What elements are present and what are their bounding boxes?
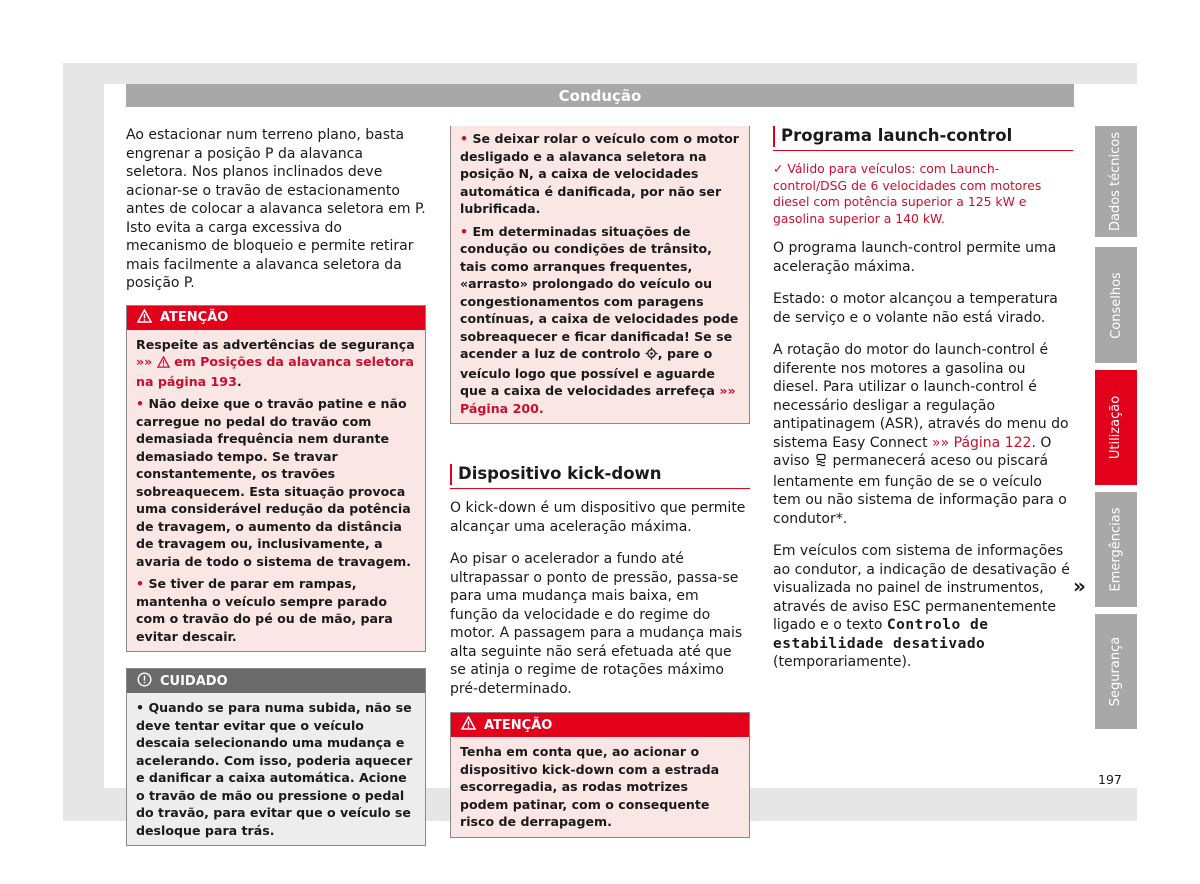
tab-label: Segurança [1108,636,1124,707]
validity-text: Válido para veículos: com Launch-control/DSG de 6 velocidades com motores diesel com potência superior a 125 kW e gasolina superior a 140 kW. [773,161,1042,226]
validity-note: ✓ Válido para veículos: com Launch-control/DSG de 6 velocidades com motores diesel com potência superior a 125 kW e gasolina superior a 140 kW. [773,161,1042,226]
warning-intro: Respeite as advertências de segurança [136,336,415,352]
notice-bullet-1: • Se deixar rolar o veículo com o motor desligado e a alavanca seletora na posição N, a caixa de velocidades automática é danificada, por não ser lubrificada. [460,131,740,216]
column-right [773,126,1073,686]
reference-link-page-193[interactable]: em Posições da alavanca seletora na página 193 [136,354,414,389]
notice-body [451,126,749,423]
launch-paragraph-3a: A rotação do motor do launch-control é diferente nos motores a gasolina ou diesel. Para utilizar o launch-control é necessário desligar a regulação antipatinagem (ASR), através do menu do sistema Easy Connect [773,342,1069,451]
warning-bullet-2: • Se tiver de parar em rampas, mantenha o veículo sempre parado com o travão do pé ou de mão, para evitar descair. [136,576,393,644]
launch-paragraph-3c: permanecerá aceso ou piscará lentamente em função de se o veículo tem ou não sistema de informação para o condutor*. [773,453,1067,527]
launch-paragraph-2: Estado: o motor alcançou a temperatura de serviço e o volante não está virado. [773,291,1058,326]
launch-paragraph-3b: . O aviso [773,434,1052,469]
warning-header-kickdown [451,713,749,737]
tab-label: Dados técnicos [1108,131,1124,232]
notice-box-transmission [450,126,750,424]
reference-link-page-200[interactable]: Página 200. [460,400,544,416]
notice-bullet-2-after: , pare o veículo logo que possível e aguarde que a caixa de velocidades arrefeça [460,346,715,398]
warning-label-kickdown: ATENÇÃO [484,717,553,733]
launch-paragraph-4b: (temporariamente). [773,654,912,670]
tab-dados-tecnicos[interactable] [1095,126,1137,237]
warning-kickdown-text: Tenha em conta que, ao acionar o dispositivo kick-down com a estrada escorregadia, as rodas motrizes podem patinar, com o consequente risco de derrapagem. [460,744,720,829]
display-message-text: Controlo de estabilidade desativado [773,617,989,652]
launch-paragraph-4 [773,542,1073,672]
warning-triangle-small-icon [157,355,170,373]
launch-paragraph-3 [773,341,1073,528]
caution-bullet: • Quando se para numa subida, não se deve tentar evitar que o veículo descaia selecionando uma mudança e acelerando. Com isso, poderia aquecer e danificar a caixa automática. Acione o travão de mão ou pressione o pedal do travão, para evitar que o veículo se desloque para trás. [136,700,413,838]
control-light-gear-icon [645,347,658,365]
kickdown-paragraph-2: Ao pisar o acelerador a fundo até ultrapassar o ponto de pressão, passa-se para uma mudança mais baixa, em função da velocidade e do regime do motor. A passagem para a mudança mais alta seguinte não será efetuada até que se atinja o regime de rotações máximo pré-determinado. [450,551,743,697]
tab-emergencias[interactable] [1095,492,1137,607]
warning-body-kickdown [451,737,749,837]
column-middle [450,126,750,838]
link-arrows-200: »» [719,383,736,398]
parking-paragraph: Ao estacionar num terreno plano, basta engrenar a posição P da alavanca seletora. Nos planos inclinados deve acionar-se o travão de estacionamento antes de colocar a alavanca seletora em P. Isto evita a carga excessiva do mecanismo de bloqueio e permite retirar mais facilmente a alavanca seletora da posição P. [126,127,426,291]
reference-link-page-122[interactable]: Página 122 [953,434,1032,451]
launch-paragraph-4a: Em veículos com sistema de informações ao condutor, a indicação de desativação é visualizada no painel de instrumentos, através de aviso ESC permanentemente ligado e o texto [773,543,1070,633]
notice-bullet-1-text: Se deixar rolar o veículo com o motor desligado e a alavanca seletora na posição N, a caixa de velocidades automática é danificada, por não ser lubrificada. [460,131,740,216]
tab-conselhos[interactable] [1095,247,1137,363]
warning-box-parking [126,305,426,653]
tab-label: Emergências [1108,507,1124,592]
column-left [126,126,426,846]
warning-triangle-icon [461,716,476,734]
warning-header [127,306,425,330]
notice-bullet-2: • Em determinadas situações de condução ou condições de trânsito, tais como arranques frequentes, «arrasto» prolongado do veículo ou congestionamentos com paragens contínuas, a caixa de velocidades pode sobreaquecer e ficar danificada! Se se acender a luz de controlo , pare o veículo logo que possível e aguarde que a caixa de velocidades arrefeça »» Página 200. [460,223,739,416]
tab-utilizacao[interactable] [1095,370,1137,485]
kickdown-paragraph-1: O kick-down é um dispositivo que permite alcançar uma aceleração máxima. [450,500,746,535]
warning-bullet-1: • Não deixe que o travão patine e não carregue no pedal do travão com demasiada frequência nem durante demasiado tempo. Se travar constantemente, os travões sobreaquecem. Esta situação provoca uma considerável redução da potência de travagem, o aumento da distância de travagem ou, inclusivamente, a avaria de todo o sistema de travagem. [136,396,412,569]
caution-label: CUIDADO [160,673,228,689]
tab-label: Utilização [1108,395,1124,460]
chapter-header: Condução [126,84,1074,107]
esc-skid-icon [814,453,828,473]
page-number: 197 [1098,772,1122,787]
launch-paragraph-1: O programa launch-control permite uma aceleração máxima. [773,240,1057,275]
warning-bullet-1-text: Não deixe que o travão patine e não carregue no pedal do travão com demasiada frequência nem durante demasiado tempo. Se travar constantemente, os travões sobreaquecem. Esta situação provoca uma considerável redução da potência de travagem, o aumento da distância de travagem ou, inclusivamente, a avaria de todo o sistema de travagem. [136,396,412,569]
caution-bullet-text: Quando se para numa subida, não se deve tentar evitar que o veículo descaia selecionando uma mudança e acelerando. Com isso, poderia aquecer e danificar a caixa automática. Acione o travão de mão ou pressione o pedal do travão, para evitar que o veículo se desloque para trás. [136,700,413,838]
caution-header [127,669,425,693]
warning-body [127,330,425,652]
notice-bullet-2-text: Em determinadas situações de condução ou condições de trânsito, tais como arranques frequentes, «arrasto» prolongado do veículo ou congestionamentos com paragens contínuas, a caixa de velocidades pode sobreaquecer e ficar danificada! Se se acender a luz de controlo [460,223,739,361]
tab-label: Conselhos [1108,271,1124,339]
warning-intro-line: Respeite as advertências de segurança »» em Posições da alavanca seletora na página 193. [136,336,415,389]
continue-arrow-icon: » [1073,574,1086,598]
section-title-kickdown: Dispositivo kick-down [450,464,750,489]
warning-box-kickdown [450,712,750,838]
warning-triangle-icon [137,309,152,327]
caution-box [126,668,426,846]
link-arrows: »» [136,354,153,369]
warning-bullet-2-text: Se tiver de parar em rampas, mantenha o veículo sempre parado com o travão do pé ou de mão, para evitar descair. [136,576,393,644]
tab-seguranca[interactable] [1095,614,1137,729]
caution-exclamation-icon [137,672,152,691]
warning-label: ATENÇÃO [160,310,229,325]
link-arrows-122: »» [932,434,950,451]
section-title-launch-control: Programa launch-control [773,126,1073,151]
caution-body [127,693,425,845]
